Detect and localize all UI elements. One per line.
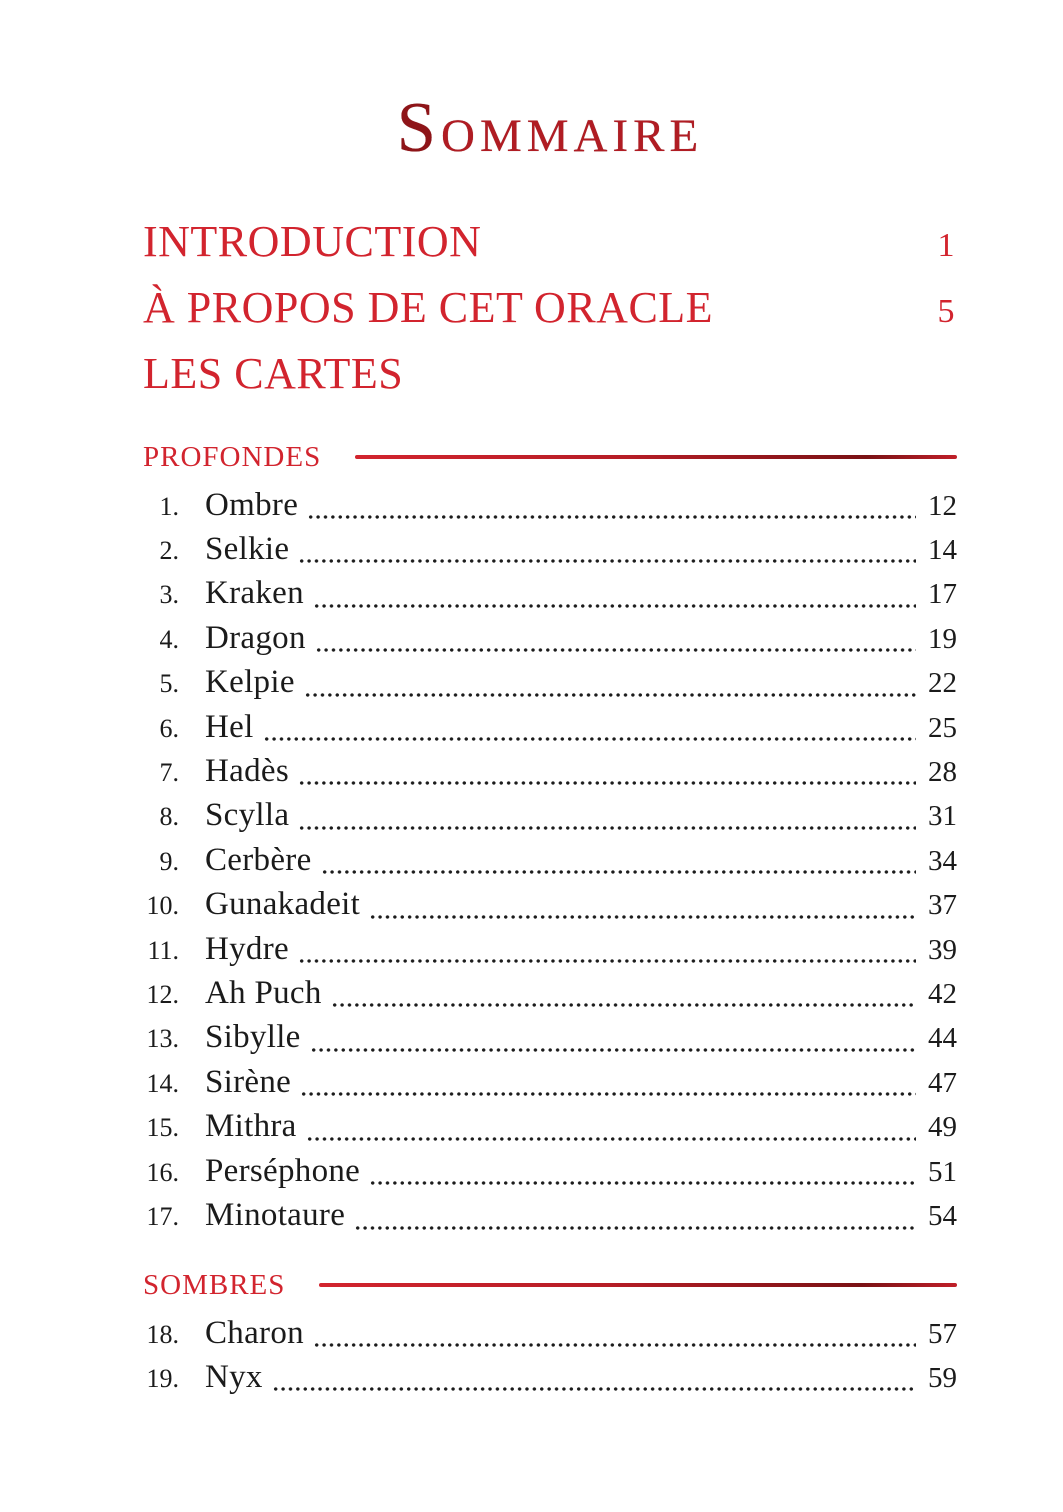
toc-entry: [143, 661, 957, 705]
entry-title: Mithra: [205, 1108, 297, 1145]
toc-entry: [143, 1150, 957, 1194]
toc-entry: [143, 617, 957, 661]
entry-page-number: 12: [928, 489, 957, 522]
dot-leader: [321, 870, 916, 874]
section-label: PROFONDES: [143, 440, 322, 473]
section-header: [143, 1267, 957, 1303]
section-rule-line: [355, 455, 957, 459]
entry-page-number: 49: [928, 1111, 957, 1144]
entry-number: 11.: [147, 935, 179, 965]
entry-page-number: 39: [928, 933, 957, 966]
entry-number: 13.: [146, 1024, 179, 1054]
section-rows: [143, 1312, 957, 1401]
entry-number: 10.: [146, 891, 179, 921]
entry-page-number: 19: [928, 622, 957, 655]
dot-leader: [313, 1343, 916, 1347]
entry-page-number: 51: [928, 1155, 957, 1188]
toc-entry: [143, 1194, 957, 1238]
section-label: SOMBRES: [143, 1268, 286, 1301]
dot-leader: [307, 515, 916, 519]
entry-number: 17.: [146, 1202, 179, 1232]
entry-title: Ah Puch: [205, 975, 322, 1012]
toc-entry: [143, 572, 957, 616]
entry-number: 6.: [159, 713, 179, 743]
entry-title: Cerbère: [205, 841, 312, 878]
entry-number: 4.: [159, 624, 179, 654]
entry-page-number: 34: [928, 844, 957, 877]
dot-leader: [310, 1048, 916, 1052]
toc-entry: [143, 794, 957, 838]
toc-entry: [143, 928, 957, 972]
entry-number: 7.: [159, 758, 179, 788]
dot-leader: [369, 915, 916, 919]
entry-page-number: 22: [928, 667, 957, 700]
entry-page-number: 28: [928, 756, 957, 789]
entry-number: 5.: [159, 669, 179, 699]
toc-entry: [143, 1016, 957, 1060]
entry-title: Nyx: [205, 1358, 263, 1395]
entry-page-number: 25: [928, 711, 957, 744]
entry-title: Kelpie: [205, 664, 295, 701]
entry-page-number: 42: [928, 978, 957, 1011]
entry-page-number: 44: [928, 1022, 957, 1055]
entry-number: 9.: [159, 846, 179, 876]
dot-leader: [298, 959, 916, 963]
entry-number: 16.: [146, 1157, 179, 1187]
entry-number: 15.: [146, 1113, 179, 1143]
toc-entry: [143, 972, 957, 1016]
entry-number: 2.: [159, 536, 179, 565]
dot-leader: [263, 737, 916, 741]
entry-title: Hydre: [205, 930, 289, 967]
toc-content: [0, 86, 1063, 1400]
dot-leader: [315, 648, 916, 652]
entry-number: 1.: [159, 491, 179, 521]
toc-section: [143, 439, 957, 1239]
entry-number: 18.: [146, 1319, 179, 1349]
dot-leader: [304, 693, 916, 697]
toc-entry: [143, 839, 957, 883]
toc-entry: [143, 484, 957, 528]
entry-title: Hel: [205, 708, 254, 745]
toc-entry: [143, 706, 957, 750]
entry-title: Scylla: [205, 797, 290, 834]
entry-title: Sibylle: [205, 1019, 301, 1056]
dot-leader: [354, 1226, 916, 1230]
dot-leader: [272, 1387, 916, 1391]
entry-number: 14.: [146, 1068, 179, 1098]
entry-page-number: 47: [928, 1066, 957, 1099]
page-title: SOMMAIRE: [396, 89, 704, 167]
entry-title: Charon: [205, 1314, 304, 1351]
front-matter-entry: [143, 343, 957, 405]
dot-leader: [306, 1137, 916, 1141]
dot-leader: [331, 1003, 916, 1007]
toc-entry: [143, 1061, 957, 1105]
entry-page-number: 14: [928, 534, 957, 566]
entry-label: INTRODUCTION: [143, 216, 482, 266]
entry-title: Hadès: [205, 753, 289, 790]
entry-number: 12.: [146, 980, 179, 1010]
entry-page-number: 31: [928, 800, 957, 833]
entry-page-number: 17: [928, 578, 957, 611]
entry-title: Minotaure: [205, 1197, 346, 1234]
front-matter-entry: [143, 211, 957, 277]
entry-page-number: 54: [928, 1200, 957, 1233]
entry-title: Dragon: [205, 619, 306, 656]
entry-page-number: 5: [937, 292, 955, 330]
dot-leader: [300, 1092, 916, 1096]
entry-title: Gunakadeit: [205, 886, 361, 923]
dot-leader: [369, 1181, 916, 1185]
toc-sections: [143, 439, 957, 1401]
entry-number: 3.: [159, 580, 179, 610]
entry-page-number: 59: [928, 1361, 957, 1394]
toc-entry: [143, 1356, 957, 1400]
front-matter-entry: [143, 277, 957, 343]
toc-entry: [143, 1312, 957, 1356]
entry-title: Sirène: [205, 1063, 292, 1100]
toc-entry: [143, 528, 957, 572]
front-matter: [143, 211, 957, 405]
toc-section: [143, 1267, 957, 1401]
dot-leader: [313, 604, 916, 608]
entry-title: Selkie: [205, 531, 290, 567]
entry-page-number: 37: [928, 889, 957, 922]
section-rows: [143, 484, 957, 1239]
toc-entry: [143, 750, 957, 794]
entry-page-number: 1: [937, 226, 955, 264]
entry-title: Kraken: [205, 575, 304, 612]
entry-number: 19.: [146, 1363, 179, 1393]
section-header: [143, 439, 957, 475]
entry-page-number: 57: [928, 1317, 957, 1350]
section-rule-line: [319, 1283, 957, 1287]
entry-title: Ombre: [205, 486, 299, 523]
dot-leader: [298, 826, 916, 830]
entry-title: Perséphone: [205, 1152, 361, 1189]
entry-number: 8.: [159, 802, 179, 832]
dot-leader: [298, 781, 916, 785]
entry-label: LES CARTES: [143, 348, 404, 398]
toc-entry: [143, 1105, 957, 1149]
dot-leader: [298, 559, 916, 563]
entry-label: À PROPOS DE CET ORACLE: [143, 282, 714, 332]
toc-entry: [143, 883, 957, 927]
